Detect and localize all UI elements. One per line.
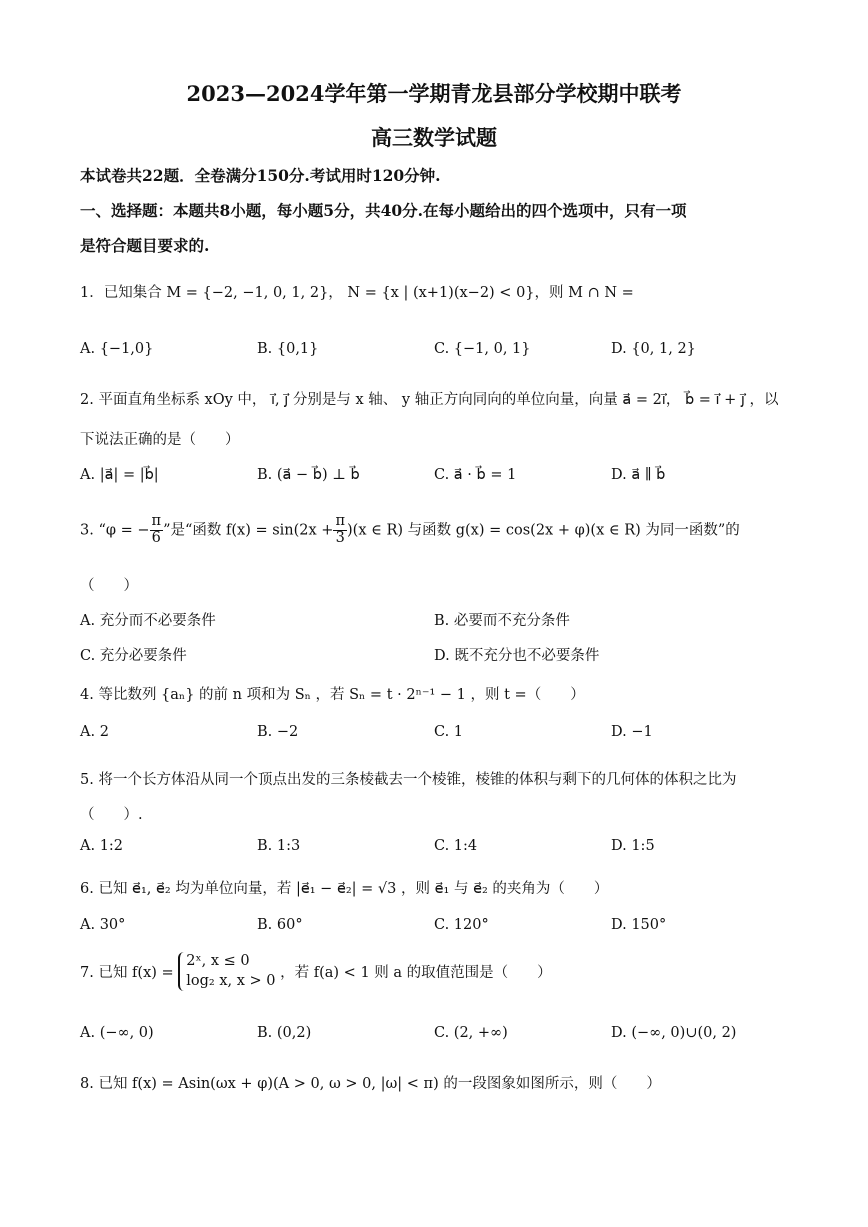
q5-option-b[interactable]: B. 1:3 xyxy=(257,838,301,854)
q2-option-c[interactable]: C. a⃗ · b⃗ = 1 xyxy=(434,467,517,483)
q3-option-b[interactable]: B. 必要而不充分条件 xyxy=(434,613,570,629)
section-heading-cont: 是符合题目要求的. xyxy=(80,236,210,255)
q2-option-a[interactable]: A. |a⃗| = |b⃗| xyxy=(80,467,159,483)
q3-fraction-pi-6: $\frac{\pi}{6}$ xyxy=(151,513,162,546)
exam-title: 2023—2024学年第一学期青龙县部分学校期中联考 xyxy=(186,81,682,106)
q5-option-c[interactable]: C. 1:4 xyxy=(434,838,478,854)
q1-option-b[interactable]: B. {0,1} xyxy=(257,341,319,357)
q2-option-b[interactable]: B. (a⃗ − b⃗) ⊥ b⃗ xyxy=(257,467,360,483)
q2-option-d[interactable]: D. a⃗ ∥ b⃗ xyxy=(611,467,666,483)
question-6: 6. 已知 e⃗₁, e⃗₂ 均为单位向量，若 |e⃗₁ − e⃗₂| = √3 ，则 e⃗₁ 与 e⃗₂ 的夹角为（ ） xyxy=(80,881,609,897)
q1-option-a[interactable]: A. {−1,0} xyxy=(80,341,154,357)
q7-option-d[interactable]: D. (−∞, 0)∪(0, 2) xyxy=(611,1025,737,1041)
q3-option-d[interactable]: D. 既不充分也不必要条件 xyxy=(434,648,600,664)
q4-option-a[interactable]: A. 2 xyxy=(80,724,109,740)
q3-mid: ”是“函数 f(x) = sin(2x + xyxy=(163,522,334,539)
exam-subtitle: 高三数学试题 xyxy=(371,125,497,150)
q4-option-d[interactable]: D. −1 xyxy=(611,724,653,740)
q7-option-a[interactable]: A. (−∞, 0) xyxy=(80,1025,154,1041)
q7-piecewise xyxy=(178,952,275,991)
exam-instructions: 本试卷共22题．全卷满分150分.考试用时120分钟. xyxy=(80,166,441,185)
question-5: 5. 将一个长方体沿从同一个顶点出发的三条棱截去一个棱锥，棱锥的体积与剩下的几何体的体积之比为 xyxy=(80,772,737,788)
q7-post: ，若 f(a) < 1 则 a 的取值范围是（ ） xyxy=(280,965,552,982)
q6-option-d[interactable]: D. 150° xyxy=(611,917,667,933)
question-5-cont: （ ）. xyxy=(80,807,143,823)
q7-pre: 7. 已知 f(x) = xyxy=(80,965,174,982)
question-2: 2. 平面直角坐标系 xOy 中， i⃗, j⃗ 分别是与 x 轴、 y 轴正方向同向的单位向量，向量 a⃗ = 2i⃗， b⃗ = i⃗ + j⃗ ，以 xyxy=(80,392,779,408)
q3-pre: 3. “φ = − xyxy=(80,522,150,539)
q6-option-b[interactable]: B. 60° xyxy=(257,917,303,933)
q4-option-b[interactable]: B. −2 xyxy=(257,724,299,740)
q1-option-d[interactable]: D. {0, 1, 2} xyxy=(611,341,696,357)
question-2-cont: 下说法正确的是（ ） xyxy=(80,432,240,448)
section-heading: 一、选择题：本题共8小题，每小题5分，共40分.在每小题给出的四个选项中，只有一项 xyxy=(80,201,687,220)
question-7 xyxy=(80,952,552,991)
q5-option-d[interactable]: D. 1:5 xyxy=(611,838,655,854)
q3-option-a[interactable]: A. 充分而不必要条件 xyxy=(80,613,216,629)
q3-fraction-pi-3: $\frac{\pi}{3}$ xyxy=(335,513,345,546)
q7-case-1: 2ˣ, x ≤ 0 xyxy=(186,953,250,969)
q1-option-c[interactable]: C. {−1, 0, 1} xyxy=(434,341,531,357)
question-8: 8. 已知 f(x) = Asin(ωx + φ)(A > 0, ω > 0, |ω| < π) 的一段图象如图所示，则（ ） xyxy=(80,1076,661,1092)
q6-option-c[interactable]: C. 120° xyxy=(434,917,489,933)
q7-option-b[interactable]: B. (0,2) xyxy=(257,1025,312,1041)
question-3 xyxy=(80,514,740,547)
question-4: 4. 等比数列 {aₙ} 的前 n 项和为 Sₙ ，若 Sₙ = t · 2ⁿ⁻¹ − 1 ，则 t =（ ） xyxy=(80,687,585,703)
q3-post: )(x ∈ R) 与函数 g(x) = cos(2x + φ)(x ∈ R) 为同一函数”的 xyxy=(347,522,740,539)
q4-option-c[interactable]: C. 1 xyxy=(434,724,464,740)
question-1: 1．已知集合 M = {−2, −1, 0, 1, 2}， N = {x | (x+1)(x−2) < 0}，则 M ∩ N = xyxy=(80,285,634,301)
q3-option-c[interactable]: C. 充分必要条件 xyxy=(80,648,187,664)
q7-case-2: log₂ x, x > 0 xyxy=(186,972,276,989)
q5-option-a[interactable]: A. 1:2 xyxy=(80,838,124,854)
question-3-paren: （ ） xyxy=(80,578,138,594)
q7-option-c[interactable]: C. (2, +∞) xyxy=(434,1025,508,1041)
q6-option-a[interactable]: A. 30° xyxy=(80,917,126,933)
